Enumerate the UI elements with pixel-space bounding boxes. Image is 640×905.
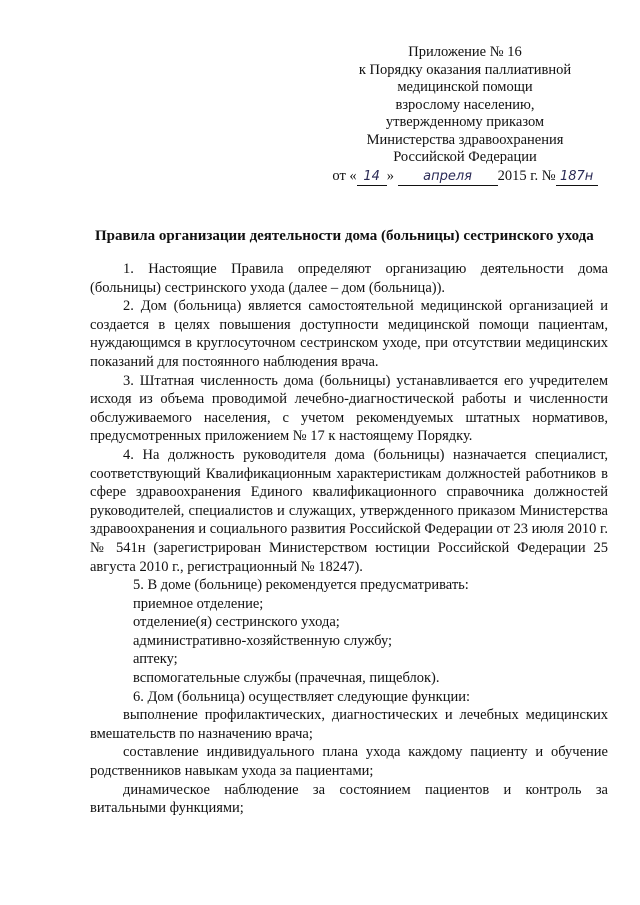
handwritten-day: 14 [357, 168, 387, 187]
paragraph-3: 3. Штатная численность дома (больницы) устанавливается его учредителем исходя из объема проводимой лечебно-диагностической работы и численности обслуживаемого населения, с учетом рекомендуемых штатных нормативов, предусмотренных приложением № 17 к настоящему Порядку. [90, 372, 608, 445]
list-item: выполнение профилактических, диагностических и лечебных медицинских вмешательств по назначению врача; [90, 707, 608, 742]
list-item: приемное отделение; [133, 595, 264, 612]
header-line: Министерства здравоохранения [366, 131, 564, 148]
list-item: аптеку; [133, 651, 178, 668]
handwritten-order-number: 187н [556, 168, 598, 187]
paragraph-6: 6. Дом (больница) осуществляет следующие функции: [133, 688, 471, 705]
header-line: Приложение № 16 [408, 44, 522, 60]
handwritten-month: апреля [398, 168, 498, 187]
document-body [90, 260, 608, 818]
paragraph-4: 4. На должность руководителя дома (больницы) назначается специалист, соответствующий Квалификационным характеристикам должностей работников в сфере здравоохранения Единого квалификационного справочника должностей руководителей, специалистов и служащих, утвержденного приказом Министерства здравоохранения и социального развития Российской Федерации от 23 июля 2010 г. № 541н (зарегистрирован Министерством юстиции Российской Федерации 25 августа 2010 г., регистрационный № 18247). [90, 446, 608, 575]
paragraph-5: 5. В доме (больнице) рекомендуется предусматривать: [133, 577, 469, 594]
document-title: Правила организации деятельности дома (больницы) сестринского ухода [95, 228, 594, 244]
header-line: Российской Федерации [393, 149, 537, 165]
header-line: взрослому населению, [395, 96, 535, 113]
date-mid: » [386, 167, 394, 184]
date-prefix: от « [332, 167, 357, 184]
header-line: медицинской помощи [397, 79, 533, 95]
header-line: утвержденному приказом [385, 114, 545, 130]
appendix-header [330, 44, 600, 186]
list-item: вспомогательные службы (прачечная, пищеблок). [133, 670, 440, 687]
paragraph-1: 1. Настоящие Правила определяют организацию деятельности дома (больницы) сестринского ухода (далее – дом (больница)). [90, 261, 608, 296]
order-date-line [330, 168, 600, 187]
header-line: к Порядку оказания паллиативной [358, 61, 572, 78]
paragraph-2: 2. Дом (больница) является самостоятельной медицинской организацией и создается в целях повышения доступности медицинской помощи пациентам, нуждающимся в круглосуточном сестринском уходе, при отсутствии медицинских показаний для постоянного наблюдения врача. [90, 298, 608, 370]
list-item: отделение(я) сестринского ухода; [133, 614, 340, 631]
list-item: динамическое наблюдение за состоянием пациентов и контроль за витальными функциями; [90, 781, 608, 817]
list-item: составление индивидуального плана ухода каждому пациенту и обучение родственников навыкам ухода за пациентами; [90, 744, 608, 780]
date-year: 2015 г. № [497, 167, 556, 184]
list-item: административно-хозяйственную службу; [133, 632, 393, 649]
